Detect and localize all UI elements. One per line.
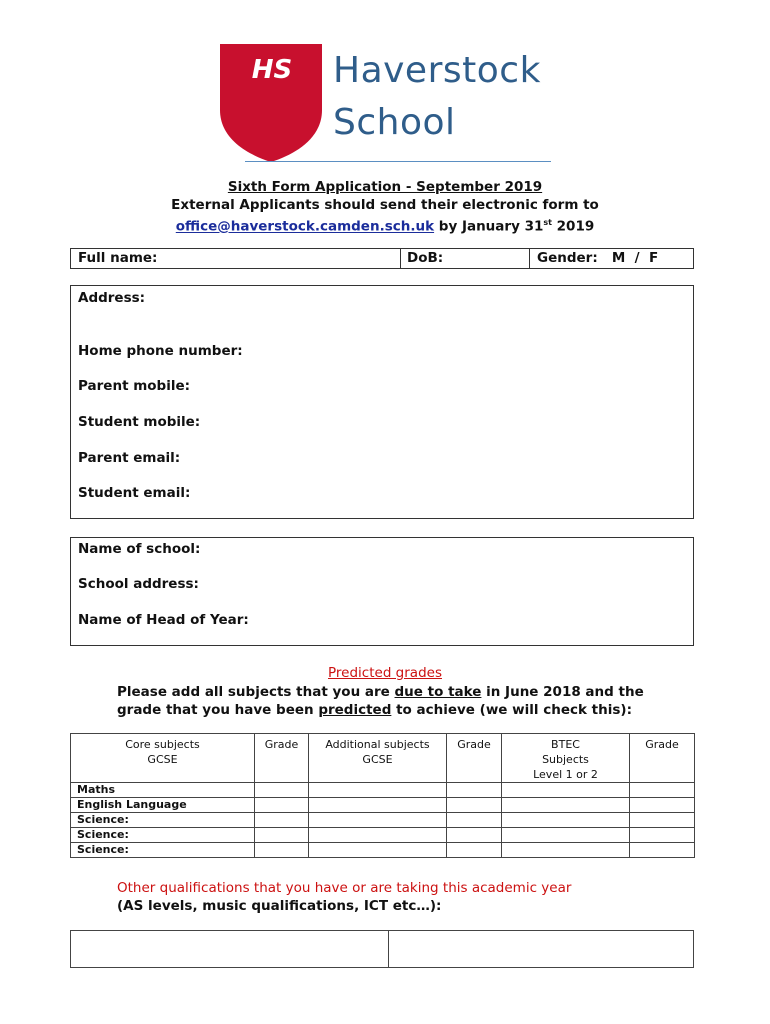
- grade-cell[interactable]: [630, 783, 695, 798]
- table-row: [71, 828, 695, 843]
- table-row: [71, 813, 695, 828]
- grade-header-3: Grade: [630, 734, 695, 783]
- btec-subjects-header: BTEC Subjects Level 1 or 2: [502, 734, 630, 783]
- deadline-sup: st: [543, 218, 552, 227]
- grade-cell[interactable]: [447, 798, 502, 813]
- subject-cell: Science:: [71, 813, 255, 828]
- deadline-suffix: 2019: [551, 218, 595, 235]
- subject-cell[interactable]: [502, 813, 630, 828]
- grade-cell[interactable]: [255, 828, 309, 843]
- school-shield-logo: [218, 40, 324, 164]
- grade-cell[interactable]: [255, 813, 309, 828]
- table-row: [71, 783, 695, 798]
- school-name-line2: School: [333, 102, 456, 143]
- subject-cell: Science:: [71, 828, 255, 843]
- grade-cell[interactable]: [447, 783, 502, 798]
- shield-badge-text: HS: [251, 55, 293, 85]
- core-subjects-header: Core subjects GCSE: [71, 734, 255, 783]
- grade-cell[interactable]: [255, 783, 309, 798]
- subject-cell[interactable]: [309, 813, 447, 828]
- contact-details-box: [70, 285, 694, 519]
- other-qualification-cell-2[interactable]: [389, 931, 694, 968]
- school-name-label: Name of school:: [78, 541, 201, 557]
- grade-cell[interactable]: [630, 828, 695, 843]
- other-qualifications-subheading: (AS levels, music qualifications, ICT etc…):: [117, 898, 442, 914]
- subject-cell[interactable]: [309, 843, 447, 858]
- gender-label: Gender: M / F: [537, 250, 659, 266]
- other-qualifications-table: [70, 930, 694, 968]
- subject-cell: Science:: [71, 843, 255, 858]
- email-link[interactable]: office@haverstock.camden.sch.uk: [175, 218, 435, 235]
- predicted-grades-heading: Predicted grades: [328, 665, 442, 681]
- student-email-label: Student email:: [78, 485, 191, 501]
- grade-cell[interactable]: [630, 798, 695, 813]
- full-name-label: Full name:: [78, 250, 158, 266]
- additional-subjects-header: Additional subjects GCSE: [309, 734, 447, 783]
- home-phone-label: Home phone number:: [78, 343, 243, 359]
- grade-header-1: Grade: [255, 734, 309, 783]
- grade-header-2: Grade: [447, 734, 502, 783]
- subject-cell[interactable]: [502, 828, 630, 843]
- submission-line: [0, 214, 770, 236]
- other-qualification-cell-1[interactable]: [71, 931, 389, 968]
- subject-cell[interactable]: [502, 843, 630, 858]
- grade-cell[interactable]: [447, 813, 502, 828]
- parent-email-label: Parent email:: [78, 450, 181, 466]
- grade-cell[interactable]: [255, 843, 309, 858]
- parent-mobile-label: Parent mobile:: [78, 378, 191, 394]
- form-title: Sixth Form Application - September 2019: [227, 179, 543, 195]
- grades-table: [70, 733, 695, 858]
- subject-cell[interactable]: [502, 783, 630, 798]
- address-label: Address:: [78, 290, 146, 306]
- subject-cell[interactable]: [309, 783, 447, 798]
- grade-cell[interactable]: [447, 843, 502, 858]
- subject-cell[interactable]: [309, 798, 447, 813]
- predicted-instructions-line1: Please add all subjects that you are due to take in June 2018 and the: [117, 684, 644, 700]
- head-of-year-label: Name of Head of Year:: [78, 612, 249, 628]
- subject-cell: English Language: [71, 798, 255, 813]
- dob-label: DoB:: [407, 250, 444, 266]
- table-row: [71, 843, 695, 858]
- subject-cell: Maths: [71, 783, 255, 798]
- subject-cell[interactable]: [502, 798, 630, 813]
- grade-cell[interactable]: [630, 843, 695, 858]
- grade-cell[interactable]: [447, 828, 502, 843]
- grade-cell[interactable]: [630, 813, 695, 828]
- deadline-prefix: by January 31: [434, 218, 544, 235]
- logo-divider: [245, 161, 551, 162]
- student-mobile-label: Student mobile:: [78, 414, 201, 430]
- school-details-box: [70, 537, 694, 646]
- predicted-instructions-line2: grade that you have been predicted to achieve (we will check this):: [117, 702, 632, 718]
- personal-details-row: [70, 248, 694, 269]
- table-row: [71, 931, 694, 968]
- subject-cell[interactable]: [309, 828, 447, 843]
- grades-header-row: [71, 734, 695, 783]
- table-row: [71, 798, 695, 813]
- instructions-line: External Applicants should send their electronic form to: [171, 197, 599, 213]
- grade-cell[interactable]: [255, 798, 309, 813]
- school-address-label: School address:: [78, 576, 199, 592]
- school-name-line1: Haverstock: [333, 50, 541, 91]
- other-qualifications-heading: Other qualifications that you have or are taking this academic year: [117, 880, 572, 896]
